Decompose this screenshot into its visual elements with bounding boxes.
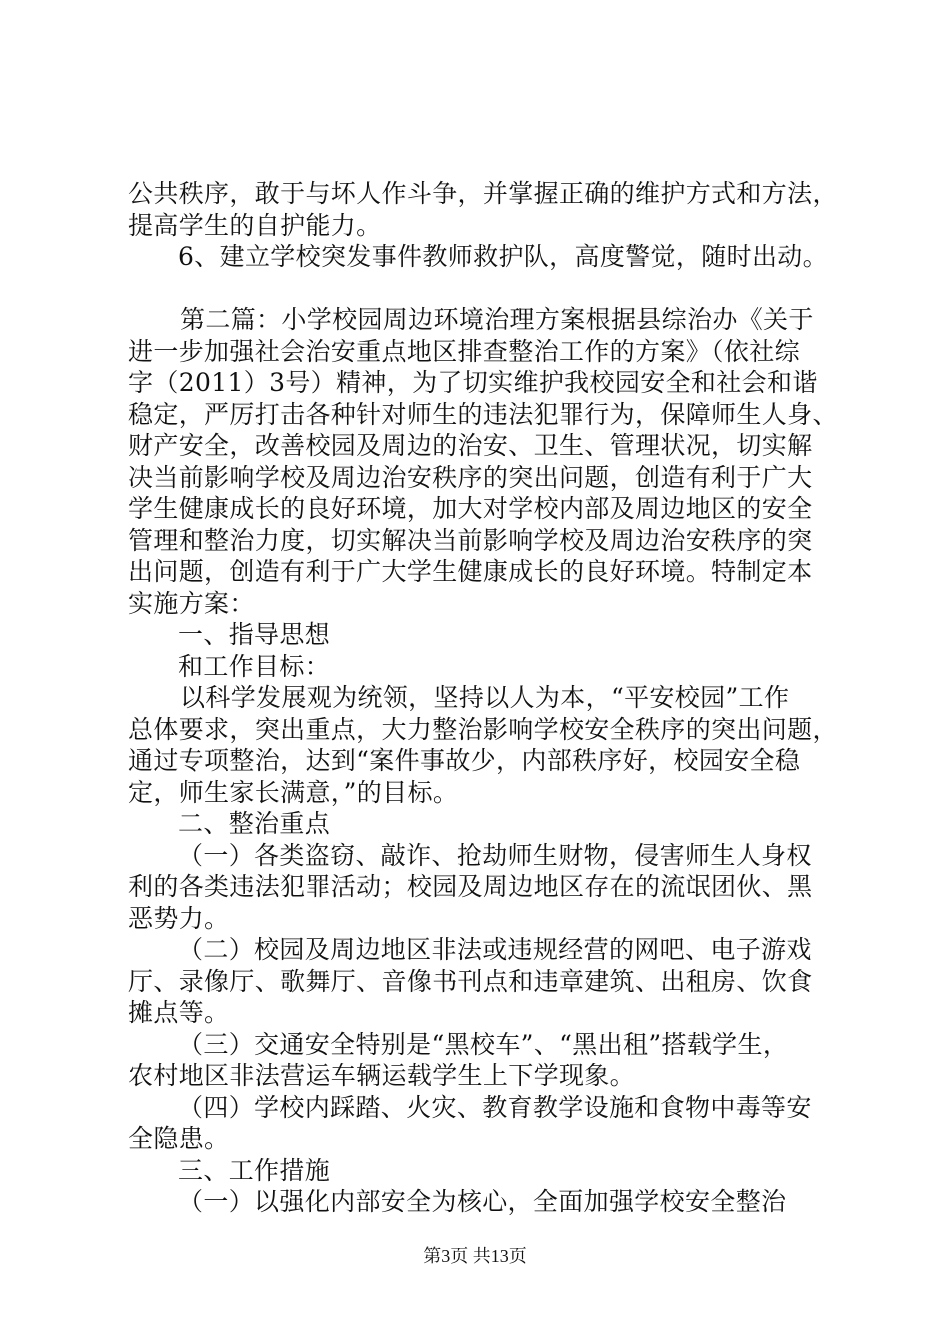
text-line: （四）学校内踩踏、火灾、教育教学设施和食物中毒等安 [178, 1092, 812, 1122]
text-line: 二、整治重点 [178, 809, 331, 838]
text-line: 公共秩序，敢于与坏人作斗争，并掌握正确的维护方式和方法， [128, 179, 838, 208]
text-line: 字（2011）3号）精神，为了切实维护我校园安全和社会和谐 [128, 368, 818, 397]
text-line: 学生健康成长的良好环境，加大对学校内部及周边地区的安全 [128, 494, 813, 523]
blank-line [128, 273, 843, 305]
text-line: 稳定，严厉打击各种针对师生的违法犯罪行为，保障师生人身、 [128, 399, 838, 429]
document-body [128, 178, 843, 1218]
text-line: 摊点等。 [128, 998, 230, 1027]
text-line: 全隐患。 [128, 1124, 230, 1153]
text-line: （三）交通安全特别是“黑校车”、“黑出租”搭载学生， [178, 1029, 789, 1059]
text-line: 出问题，创造有利于广大学生健康成长的良好环境。特制定本 [128, 557, 813, 586]
text-line: 定，师生家长满意，”的目标。 [128, 777, 459, 807]
text-line: 三、工作措施 [178, 1155, 331, 1185]
text-line: 提高学生的自护能力。 [128, 210, 382, 240]
text-line: 第二篇：小学校园周边环境治理方案根据县综治办《关于 [180, 305, 814, 334]
text-line: （一）以强化内部安全为核心，全面加强学校安全整治 [178, 1187, 787, 1216]
text-line: 以科学发展观为统领，坚持以人为本，“平安校园”工作 [180, 683, 790, 712]
text-line: （一）各类盗窃、敲诈、抢劫师生财物，侵害师生人身权 [178, 840, 812, 870]
text-line: 6、建立学校突发事件教师救护队，高度警觉，随时出动。 [178, 242, 829, 271]
text-line: 通过专项整治，达到“案件事故少，内部秩序好，校园安全稳 [128, 746, 801, 775]
text-line: 决当前影响学校及周边治安秩序的突出问题，创造有利于广大 [128, 462, 813, 492]
text-line: 实施方案： [128, 588, 255, 618]
text-line: 厅、录像厅、歌舞厅、音像书刊点和违章建筑、出租房、饮食 [128, 966, 813, 996]
text-line: 管理和整治力度，切实解决当前影响学校及周边治安秩序的突 [128, 525, 813, 555]
text-line: 财产安全，改善校园及周边的治安、卫生、管理状况，切实解 [128, 431, 813, 460]
page-footer: 第3页 共13页 [423, 1246, 527, 1266]
text-line: 和工作目标： [178, 651, 331, 681]
text-line: 一、指导思想 [178, 620, 331, 649]
text-line: 总体要求，突出重点，大力整治影响学校安全秩序的突出问题， [128, 714, 838, 744]
text-line: 利的各类违法犯罪活动；校园及周边地区存在的流氓团伙、黑 [128, 872, 813, 901]
text-line: （二）校园及周边地区非法或违规经营的网吧、电子游戏 [178, 935, 812, 964]
text-line: 恶势力。 [128, 903, 230, 933]
text-line: 进一步加强社会治安重点地区排查整治工作的方案》（依社综 [128, 336, 800, 366]
text-line: 农村地区非法营运车辆运载学生上下学现象。 [128, 1061, 636, 1090]
